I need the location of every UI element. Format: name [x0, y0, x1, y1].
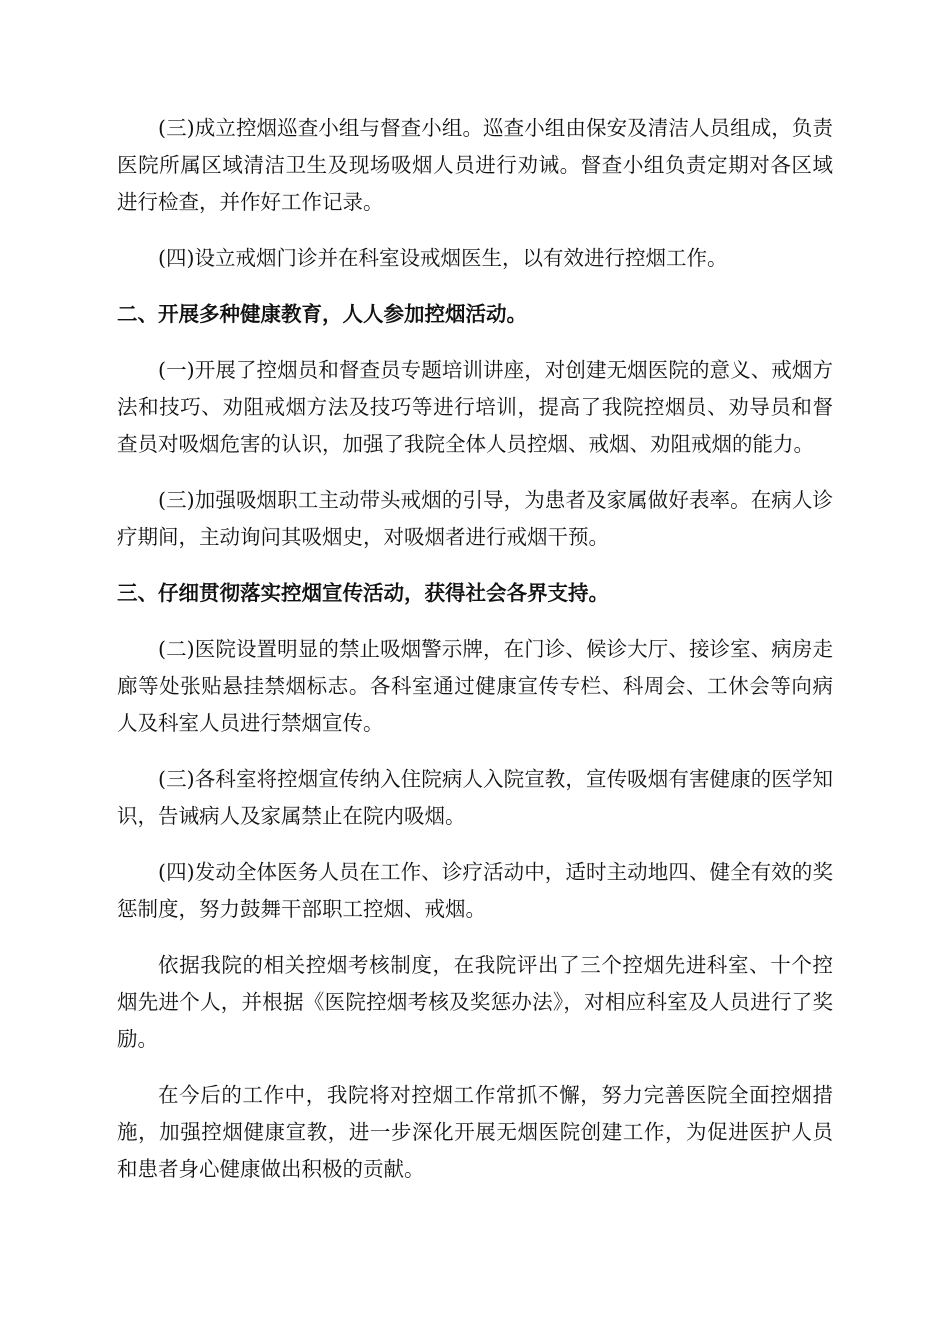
document-page	[117, 110, 833, 1207]
paragraph-cessation-clinic: (四)设立戒烟门诊并在科室设戒烟医生，以有效进行控烟工作。	[158, 246, 728, 270]
paragraph-training: (一)开展了控烟员和督查员专题培训讲座，对创建无烟医院的意义、戒烟方法和技巧、劝阻戒烟方法及技巧等进行培训，提高了我院控烟员、劝导员和督查员对吸烟危害的认识，加强了我院全体人员控烟、戒烟、劝阻戒烟的能力。	[117, 358, 833, 456]
section-heading-3: 三、仔细贯彻落实控烟宣传活动，获得社会各界支持。	[117, 581, 609, 605]
paragraph-admission-education: (三)各科室将控烟宣传纳入住院病人入院宣教，宣传吸烟有害健康的医学知识，告诫病人及家属禁止在院内吸烟。	[117, 767, 833, 828]
paragraph-mobilize-staff: (四)发动全体医务人员在工作、诊疗活动中，适时主动地四、健全有效的奖惩制度，努力鼓舞干部职工控烟、戒烟。	[117, 860, 833, 921]
paragraph-patrol-groups: (三)成立控烟巡查小组与督查小组。巡查小组由保安及清洁人员组成，负责医院所属区域清洁卫生及现场吸烟人员进行劝诫。督查小组负责定期对各区域进行检查，并作好工作记录。	[117, 116, 833, 214]
paragraph-warning-signs: (二)医院设置明显的禁止吸烟警示牌，在门诊、候诊大厅、接诊室、病房走廊等处张贴悬挂禁烟标志。各科室通过健康宣传专栏、科周会、工休会等向病人及科室人员进行禁烟宣传。	[117, 637, 833, 735]
paragraph-staff-example: (三)加强吸烟职工主动带头戒烟的引导，为患者及家属做好表率。在病人诊疗期间，主动询问其吸烟史，对吸烟者进行戒烟干预。	[117, 488, 833, 549]
section-heading-2: 二、开展多种健康教育，人人参加控烟活动。	[117, 302, 527, 326]
paragraph-awards: 依据我院的相关控烟考核制度，在我院评出了三个控烟先进科室、十个控烟先进个人，并根据《医院控烟考核及奖惩办法》，对相应科室及人员进行了奖励。	[117, 953, 833, 1051]
paragraph-future-work: 在今后的工作中，我院将对控烟工作常抓不懈，努力完善医院全面控烟措施，加强控烟健康宣教，进一步深化开展无烟医院创建工作，为促进医护人员和患者身心健康做出积极的贡献。	[117, 1083, 833, 1181]
